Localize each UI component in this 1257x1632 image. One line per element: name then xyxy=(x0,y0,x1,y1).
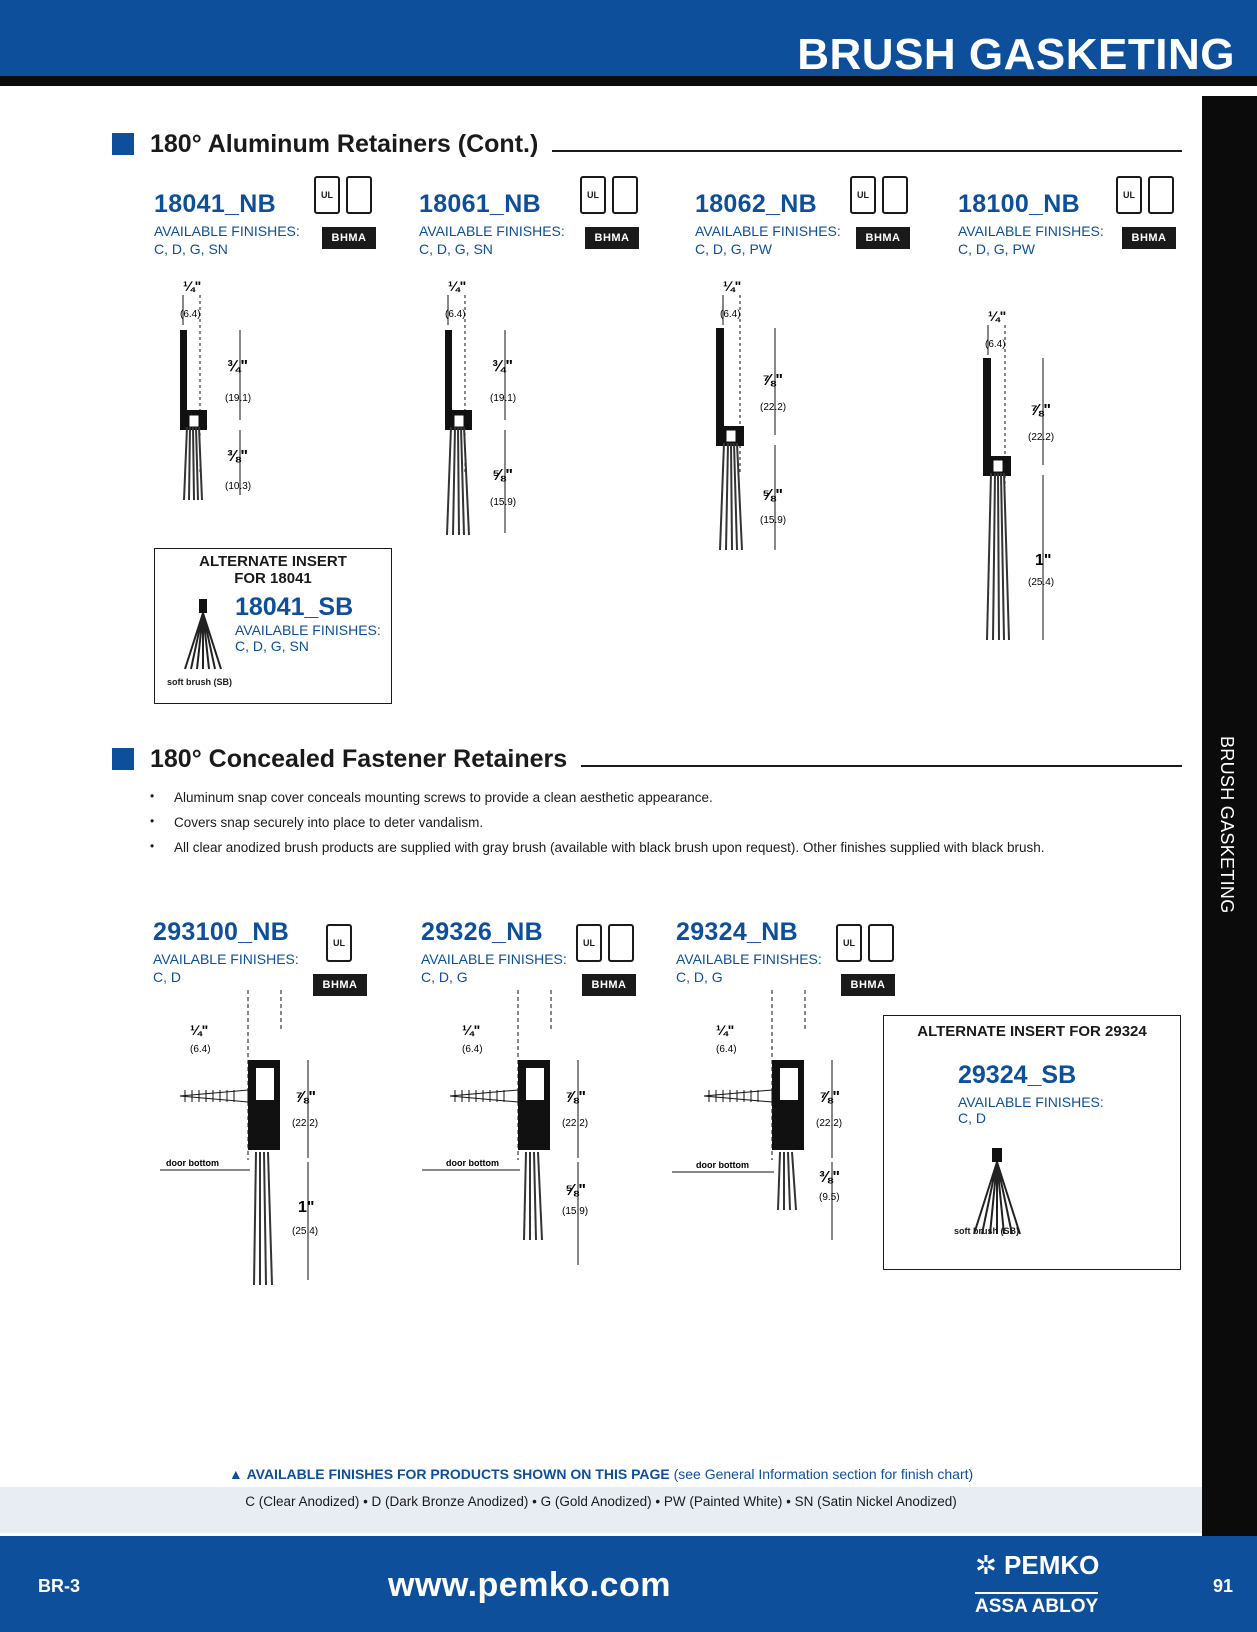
alternate-code: 18041_SB xyxy=(235,593,354,621)
product-293100-nb xyxy=(153,918,299,985)
ul-badge-icon: UL xyxy=(836,924,862,962)
feature-item: • Aluminum snap cover conceals mounting screws to provide a clean aesthetic appearance. xyxy=(150,790,1044,805)
dim-bot: (15.9) xyxy=(760,515,787,526)
page-title: BRUSH GASKETING xyxy=(797,30,1235,79)
dim-top: (6.4) xyxy=(445,309,466,320)
product-18100-nb xyxy=(958,190,1104,257)
alternate-caption: soft brush (SB) xyxy=(167,677,232,687)
svg-text:¼": ¼" xyxy=(988,308,1007,324)
finishes-value: C, D, G, PW xyxy=(958,241,1035,257)
door-bottom-label: door bottom xyxy=(166,1158,219,1168)
side-rail xyxy=(1202,96,1257,1536)
alternate-caption: soft brush (SB) xyxy=(954,1226,1019,1236)
alternate-finishes-label: AVAILABLE FINISHES: xyxy=(958,1094,1104,1110)
product-code: 29324_NB xyxy=(676,918,798,946)
dim-mid: (19.1) xyxy=(490,393,517,404)
alternate-insert-18041 xyxy=(154,548,392,704)
product-29324-nb xyxy=(676,918,822,985)
dim-top: (6.4) xyxy=(985,339,1006,350)
finishes-value: C, D, G, SN xyxy=(154,241,228,257)
section-heading-concealed xyxy=(112,744,1182,774)
svg-text:⅞": ⅞" xyxy=(565,1089,586,1106)
dim-mid: (22.2) xyxy=(292,1118,319,1129)
bhma-badge-icon: BHMA xyxy=(1122,227,1176,249)
section-page-code: BR-3 xyxy=(38,1576,81,1596)
dim-mid: (22.2) xyxy=(816,1118,843,1129)
product-code: 29326_NB xyxy=(421,918,543,946)
svg-text:¼": ¼" xyxy=(462,1022,481,1038)
section-heading-aluminum xyxy=(112,129,1182,159)
feature-item: • All clear anodized brush products are supplied with gray brush (available with black brush upon request). Other finishes supplied with black brush. xyxy=(150,840,1044,855)
dim-top: (6.4) xyxy=(462,1044,483,1055)
soft-brush-icon xyxy=(181,597,231,672)
bhma-badge-icon: BHMA xyxy=(322,227,376,249)
finishes-label: AVAILABLE FINISHES: xyxy=(958,223,1104,239)
bhma-badge-icon: BHMA xyxy=(582,974,636,996)
smoke-badge-icon xyxy=(1148,176,1174,214)
section-rule xyxy=(552,150,1182,152)
finishes-label: AVAILABLE FINISHES: xyxy=(419,223,565,239)
dim-mid: (22.2) xyxy=(562,1118,589,1129)
svg-text:¾": ¾" xyxy=(492,358,513,375)
smoke-badge-icon xyxy=(882,176,908,214)
section-rule xyxy=(581,765,1182,767)
svg-text:1": 1" xyxy=(298,1199,315,1216)
bhma-badge-icon: BHMA xyxy=(585,227,639,249)
drawing-18062 xyxy=(680,275,810,560)
finish-legend-title: AVAILABLE FINISHES FOR PRODUCTS SHOWN ON THIS PAGE xyxy=(246,1466,670,1482)
smoke-badge-icon xyxy=(868,924,894,962)
finish-legend-note: (see General Information section for finish chart) xyxy=(673,1466,974,1482)
product-code: 18100_NB xyxy=(958,190,1080,218)
section-title: 180° Aluminum Retainers (Cont.) xyxy=(150,129,539,158)
dim-bot: (25.4) xyxy=(292,1226,319,1237)
ul-badge-icon: UL xyxy=(326,924,352,962)
dim-bot: (25.4) xyxy=(1028,577,1055,588)
door-bottom-label: door bottom xyxy=(446,1158,499,1168)
assa-abloy-logo: ASSA ABLOY xyxy=(975,1592,1098,1618)
header-bar xyxy=(0,0,1257,86)
brand-name: PEMKO xyxy=(1004,1550,1100,1580)
finishes-value: C, D, G, PW xyxy=(695,241,772,257)
finishes-label: AVAILABLE FINISHES: xyxy=(695,223,841,239)
product-code: 18062_NB xyxy=(695,190,817,218)
alternate-title: ALTERNATE INSERT FOR 29324 xyxy=(917,1023,1147,1040)
product-code: 293100_NB xyxy=(153,918,290,946)
svg-text:¼": ¼" xyxy=(183,278,202,294)
dim-top: (6.4) xyxy=(720,309,741,320)
finishes-value: C, D, G xyxy=(676,969,723,985)
section-marker xyxy=(112,133,134,155)
warning-triangle-icon: ▲ xyxy=(228,1466,243,1482)
bhma-badge-icon: BHMA xyxy=(856,227,910,249)
dim-mid: (19.1) xyxy=(225,393,252,404)
soft-brush-icon xyxy=(968,1146,1028,1236)
product-code: 18061_NB xyxy=(419,190,541,218)
alternate-finishes-value: C, D xyxy=(958,1110,986,1126)
bhma-badge-icon: BHMA xyxy=(313,974,367,996)
finishes-value: C, D xyxy=(153,969,181,985)
dim-top: (6.4) xyxy=(716,1044,737,1055)
alternate-title-line2: FOR 18041 xyxy=(234,570,312,587)
drawing-18100 xyxy=(945,305,1075,645)
dim-bot: (9.5) xyxy=(819,1192,840,1203)
smoke-badge-icon xyxy=(608,924,634,962)
product-18041-nb xyxy=(154,190,300,257)
finish-legend-heading xyxy=(0,1466,1202,1482)
dim-mid: (22.2) xyxy=(1028,432,1055,443)
alternate-finishes-label: AVAILABLE FINISHES: xyxy=(235,622,381,638)
product-29326-nb xyxy=(421,918,567,985)
smoke-badge-icon xyxy=(346,176,372,214)
svg-text:¼": ¼" xyxy=(190,1022,209,1038)
svg-text:¼": ¼" xyxy=(723,278,742,294)
drawing-18041 xyxy=(140,275,270,505)
svg-text:⅞": ⅞" xyxy=(819,1089,840,1106)
svg-text:⅝": ⅝" xyxy=(492,467,513,484)
feature-list xyxy=(150,790,1044,865)
svg-text:1": 1" xyxy=(1035,552,1052,569)
product-18061-nb xyxy=(419,190,565,257)
dim-top: (6.4) xyxy=(180,309,201,320)
dim-mid: (22.2) xyxy=(760,402,787,413)
finishes-label: AVAILABLE FINISHES: xyxy=(154,223,300,239)
page-number: 91 xyxy=(1213,1576,1234,1596)
feature-item: • Covers snap securely into place to deter vandalism. xyxy=(150,815,1044,830)
ul-badge-icon: UL xyxy=(576,924,602,962)
finish-legend-list: C (Clear Anodized) • D (Dark Bronze Anodized) • G (Gold Anodized) • PW (Painted White) • SN (Satin Nickel Anodized) xyxy=(245,1494,957,1509)
side-rail-label: BRUSH GASKETING xyxy=(1217,736,1237,914)
svg-text:¼": ¼" xyxy=(448,278,467,294)
dim-top: (6.4) xyxy=(190,1044,211,1055)
alternate-insert-29324 xyxy=(883,1015,1181,1270)
footer-bar xyxy=(0,1536,1257,1632)
section-marker xyxy=(112,748,134,770)
finishes-value: C, D, G xyxy=(421,969,468,985)
dim-bot: (10.3) xyxy=(225,481,252,492)
alternate-code: 29324_SB xyxy=(958,1061,1077,1089)
svg-text:⅝": ⅝" xyxy=(762,487,783,504)
drawing-29326 xyxy=(420,990,610,1270)
website-link[interactable]: www.pemko.com xyxy=(388,1566,671,1604)
svg-text:¾": ¾" xyxy=(227,358,248,375)
finishes-value: C, D, G, SN xyxy=(419,241,493,257)
product-18062-nb xyxy=(695,190,841,257)
drawing-29324 xyxy=(670,990,860,1250)
ul-badge-icon: UL xyxy=(850,176,876,214)
drawing-293100 xyxy=(160,990,350,1290)
ul-badge-icon: UL xyxy=(1116,176,1142,214)
product-code: 18041_NB xyxy=(154,190,276,218)
ul-badge-icon: UL xyxy=(314,176,340,214)
svg-text:⅞": ⅞" xyxy=(295,1089,316,1106)
dim-bot: (15.9) xyxy=(562,1206,589,1217)
alternate-title-line1: ALTERNATE INSERT xyxy=(199,553,347,570)
section-title: 180° Concealed Fastener Retainers xyxy=(150,744,568,773)
svg-text:⅜": ⅜" xyxy=(227,448,248,465)
finishes-label: AVAILABLE FINISHES: xyxy=(421,951,567,967)
finishes-label: AVAILABLE FINISHES: xyxy=(153,951,299,967)
ul-badge-icon: UL xyxy=(580,176,606,214)
bhma-badge-icon: BHMA xyxy=(841,974,895,996)
svg-text:⅝": ⅝" xyxy=(565,1182,586,1199)
dim-bot: (15.9) xyxy=(490,497,517,508)
finishes-label: AVAILABLE FINISHES: xyxy=(676,951,822,967)
svg-text:⅞": ⅞" xyxy=(1030,402,1051,419)
svg-text:¼": ¼" xyxy=(716,1022,735,1038)
alternate-finishes-value: C, D, G, SN xyxy=(235,638,309,654)
svg-text:⅞": ⅞" xyxy=(762,372,783,389)
drawing-18061 xyxy=(405,275,535,545)
door-bottom-label: door bottom xyxy=(696,1160,749,1170)
smoke-badge-icon xyxy=(612,176,638,214)
svg-text:⅜": ⅜" xyxy=(819,1169,840,1186)
pemko-logo: ✲ PEMKO xyxy=(975,1550,1100,1580)
